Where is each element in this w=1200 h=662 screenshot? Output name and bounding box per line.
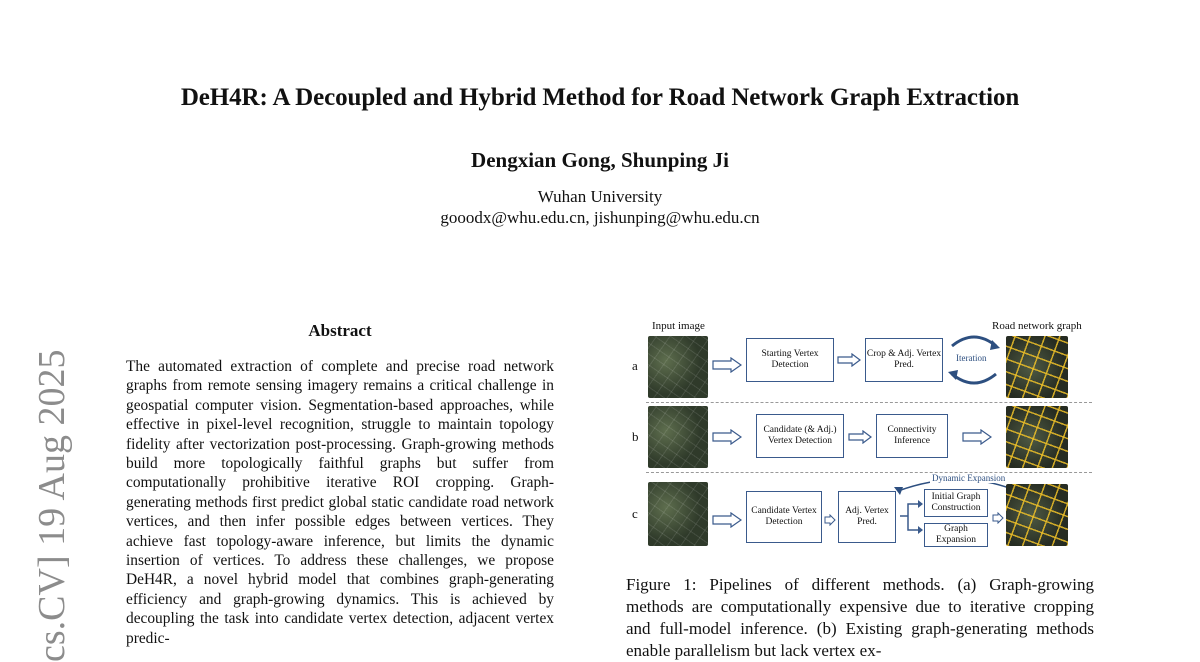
abstract-text: The automated extraction of complete and precise road network graphs from remote sensing imagery remains a critical challenge in geospatial computer vision. Segmentation-based approaches, while effective in pixel-level recognition, struggle to maintain topology fidelity after vectorization post-processing. Graph-growing methods build more topologically faithful graphs but suffer from computationally prohibitive iterative ROI cropping. Graph-generating methods first predict global static candidate road network vertices, and then infer possible edges between vertices. They achieve fast topology-aware inference, but limits the dynamic insertion of vertices. To address these challenges, we propose DeH4R, a novel hybrid model that combines graph-generating efficiency and graph-growing dynamics. This is achieved by decoupling the task into candidate vertex detection, adjacent vertex predic-	[126, 358, 554, 647]
road-graph-image-c	[1006, 484, 1068, 546]
row-divider	[646, 472, 1092, 473]
arrow-icon	[837, 353, 861, 367]
arxiv-stamp: cs.CV] 19 Aug 2025	[31, 349, 73, 662]
row-letter-b: b	[632, 429, 639, 444]
road-graph-image-b	[1006, 406, 1068, 468]
abstract-heading: Abstract	[308, 321, 372, 340]
dynamic-expansion-label: Dynamic Expansion	[932, 473, 1006, 483]
row-divider	[646, 402, 1092, 403]
satellite-image-c	[648, 482, 708, 546]
iteration-label: Iteration	[956, 353, 987, 363]
adj-vertex-pred-box: Adj. Vertex Pred.	[838, 491, 896, 543]
arrow-icon	[992, 512, 1004, 524]
starting-vertex-detection-box: Starting Vertex Detection	[746, 338, 834, 382]
affiliation-block	[0, 186, 1200, 228]
candidate-adj-vertex-detection-box: Candidate (& Adj.) Vertex Detection	[756, 414, 844, 458]
figure-1	[626, 318, 1096, 558]
arrow-icon	[848, 430, 872, 444]
arrow-icon	[962, 429, 992, 445]
connectivity-inference-box: Connectivity Inference	[876, 414, 948, 458]
affiliation: Wuhan University	[537, 187, 663, 206]
initial-graph-construction-box: Initial Graph Construction	[924, 489, 988, 517]
branch-arrow-icon	[898, 498, 924, 538]
input-image-label: Input image	[652, 320, 705, 332]
author-emails: gooodx@whu.edu.cn, jishunping@whu.edu.cn	[440, 208, 760, 227]
arrow-icon	[824, 514, 836, 526]
arrow-icon	[712, 357, 742, 373]
arrow-icon	[712, 429, 742, 445]
road-network-graph-label: Road network graph	[992, 320, 1082, 332]
candidate-vertex-detection-box: Candidate Vertex Detection	[746, 491, 822, 543]
satellite-image-a	[648, 336, 708, 398]
satellite-image-b	[648, 406, 708, 468]
crop-adj-vertex-pred-box: Crop & Adj. Vertex Pred.	[865, 338, 943, 382]
paper-authors: Dengxian Gong, Shunping Ji	[471, 148, 729, 172]
arrow-icon	[712, 512, 742, 528]
row-letter-c: c	[632, 506, 638, 521]
row-letter-a: a	[632, 358, 638, 373]
paper-title: DeH4R: A Decoupled and Hybrid Method for Road Network Graph Extraction	[180, 84, 1020, 111]
figure-caption: Figure 1: Pipelines of different methods. (a) Graph-growing methods are computationally expensive due to iterative cropping and full-model inference. (b) Existing graph-generating methods enable parallelism but lack vertex ex-	[626, 575, 1094, 660]
graph-expansion-box: Graph Expansion	[924, 523, 988, 547]
road-graph-image-a	[1006, 336, 1068, 398]
